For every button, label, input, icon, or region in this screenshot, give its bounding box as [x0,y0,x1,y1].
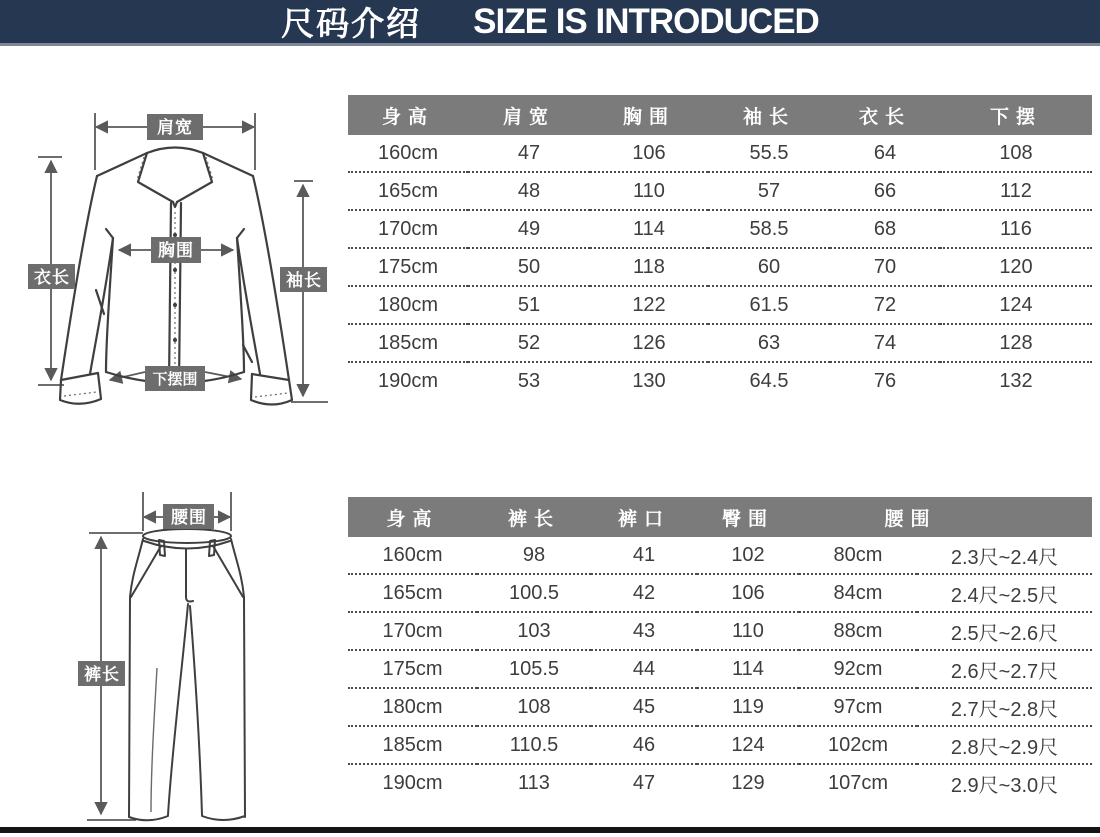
table-cell: 2.3尺~2.4尺 [917,537,1092,574]
column-header: 臀围 [697,497,799,537]
table-cell: 53 [517,369,541,392]
table-cell: 72 [830,286,940,324]
table-cell: 112 [940,172,1092,210]
table-cell: 118 [590,248,708,286]
table-row [348,688,1092,726]
table-cell: 185cm [348,726,477,764]
table-cell: 61.5 [708,286,830,324]
table-row [348,135,1092,172]
table-cell: 124 [940,286,1092,324]
pants-line-art [129,529,245,820]
table-cell: 2.5尺~2.6尺 [917,612,1092,650]
table-cell: 120 [940,248,1092,286]
table-cell: 50 [468,248,590,286]
table-cell: 128 [940,324,1092,362]
table-cell: 170cm [348,210,468,248]
table-cell: 160cm [348,135,468,172]
svg-text:肩宽: 肩宽 [157,118,193,137]
table-cell: 44 [591,650,697,688]
table-cell: 114 [590,210,708,248]
table-header-row [348,497,1092,537]
table-cell: 116 [940,210,1092,248]
svg-text:衣长: 衣长 [34,268,70,287]
table-row [348,172,1092,210]
table-row [348,574,1092,612]
banner [0,0,1100,43]
table-cell: 114 [697,650,799,688]
table-cell: 47 [632,771,656,794]
column-header: 身高 [348,497,477,537]
table-cell: 108 [477,688,591,726]
garment-length-label [28,264,75,289]
table-cell: 49 [468,210,590,248]
table-cell: 170cm [348,612,477,650]
shirt-stitch-lines [64,157,288,397]
table-cell: 119 [697,688,799,726]
shirt-size-table-grid [348,95,1092,399]
table-cell: 180cm [348,688,477,726]
column-header: 下摆 [940,95,1092,135]
table-cell: 46 [591,726,697,764]
shirt-line-art [60,148,292,405]
table-cell: 48 [468,172,590,210]
table-cell: 88cm [799,612,917,650]
table-cell: 57 [708,172,830,210]
svg-text:胸围: 胸围 [158,241,194,260]
table-cell: 2.6尺~2.7尺 [917,650,1092,688]
table-cell: 58.5 [708,210,830,248]
table-cell: 45 [591,688,697,726]
table-cell: 64.5 [749,369,789,392]
table-row [348,612,1092,650]
column-header: 胸围 [590,95,708,135]
banner-underline [0,43,1100,46]
table-cell: 66 [830,172,940,210]
table-cell: 43 [591,612,697,650]
table-cell: 42 [591,574,697,612]
table-cell: 55.5 [708,135,830,172]
table-row [348,362,1092,399]
table-cell: 68 [830,210,940,248]
table-cell: 190cm [382,771,443,794]
waist-label [163,504,214,529]
table-cell: 70 [830,248,940,286]
table-cell: 165cm [348,172,468,210]
table-row [348,726,1092,764]
table-cell: 2.4尺~2.5尺 [917,574,1092,612]
table-cell: 60 [708,248,830,286]
svg-text:袖长: 袖长 [286,271,322,290]
table-cell: 110 [590,172,708,210]
column-header: 袖长 [708,95,830,135]
svg-text:腰围: 腰围 [171,508,207,527]
table-cell: 103 [477,612,591,650]
table-cell: 122 [590,286,708,324]
pants-size-table [348,497,1092,801]
table-cell: 108 [940,135,1092,172]
column-header: 裤长 [477,497,591,537]
svg-text:裤长: 裤长 [84,665,120,684]
column-header: 肩宽 [468,95,590,135]
table-row [348,210,1092,248]
table-cell: 105.5 [477,650,591,688]
table-cell: 107cm [827,771,889,794]
table-cell: 106 [590,135,708,172]
table-cell: 110 [697,612,799,650]
sleeve-length-label [280,267,327,292]
column-header: 衣长 [830,95,940,135]
table-cell: 76 [873,369,897,392]
table-cell: 51 [468,286,590,324]
table-cell: 2.7尺~2.8尺 [917,688,1092,726]
table-cell: 74 [830,324,940,362]
table-cell: 98 [477,537,591,574]
table-cell: 41 [591,537,697,574]
table-cell: 2.9尺~3.0尺 [950,774,1059,797]
banner-title-en: SIZE IS INTRODUCED [473,1,819,41]
column-header: 身高 [348,95,468,135]
pants-crease-line [151,668,157,812]
table-cell: 126 [590,324,708,362]
table-cell: 2.8尺~2.9尺 [917,726,1092,764]
pants-diagram [58,466,350,830]
table-cell: 52 [468,324,590,362]
pants-size-table-grid [348,497,1092,801]
table-cell: 92cm [799,650,917,688]
table-cell: 185cm [348,324,468,362]
table-cell: 124 [697,726,799,764]
svg-text:下摆围: 下摆围 [152,371,198,388]
table-cell: 102cm [799,726,917,764]
hem-label [145,366,205,391]
shoulder-width-label [147,114,203,140]
table-cell: 64 [830,135,940,172]
table-cell: 180cm [348,286,468,324]
table-cell: 63 [708,324,830,362]
table-cell: 97cm [799,688,917,726]
banner-title-cn: 尺码介绍 [281,5,422,42]
table-row [348,764,1092,801]
table-cell: 130 [632,369,666,392]
table-cell: 113 [518,771,550,794]
table-row [348,286,1092,324]
table-cell: 175cm [348,248,468,286]
table-cell: 80cm [799,537,917,574]
column-header: 腰围 [799,497,1092,537]
table-header-row [348,95,1092,135]
table-cell: 190cm [377,369,439,392]
table-cell: 47 [468,135,590,172]
column-header: 裤口 [591,497,697,537]
pants-length-label [78,661,125,686]
table-row [348,248,1092,286]
table-cell: 110.5 [477,726,591,764]
table-row [348,324,1092,362]
table-cell: 106 [697,574,799,612]
table-cell: 160cm [348,537,477,574]
table-cell: 132 [999,369,1033,392]
table-cell: 175cm [348,650,477,688]
table-row [348,650,1092,688]
shirt-size-table [348,95,1092,399]
table-row [348,537,1092,574]
shirt-diagram [10,56,340,468]
bottom-bar [0,827,1100,833]
table-cell: 129 [731,771,765,794]
table-cell: 100.5 [477,574,591,612]
table-cell: 84cm [799,574,917,612]
table-cell: 165cm [348,574,477,612]
table-cell: 102 [697,537,799,574]
chest-label [151,237,201,263]
